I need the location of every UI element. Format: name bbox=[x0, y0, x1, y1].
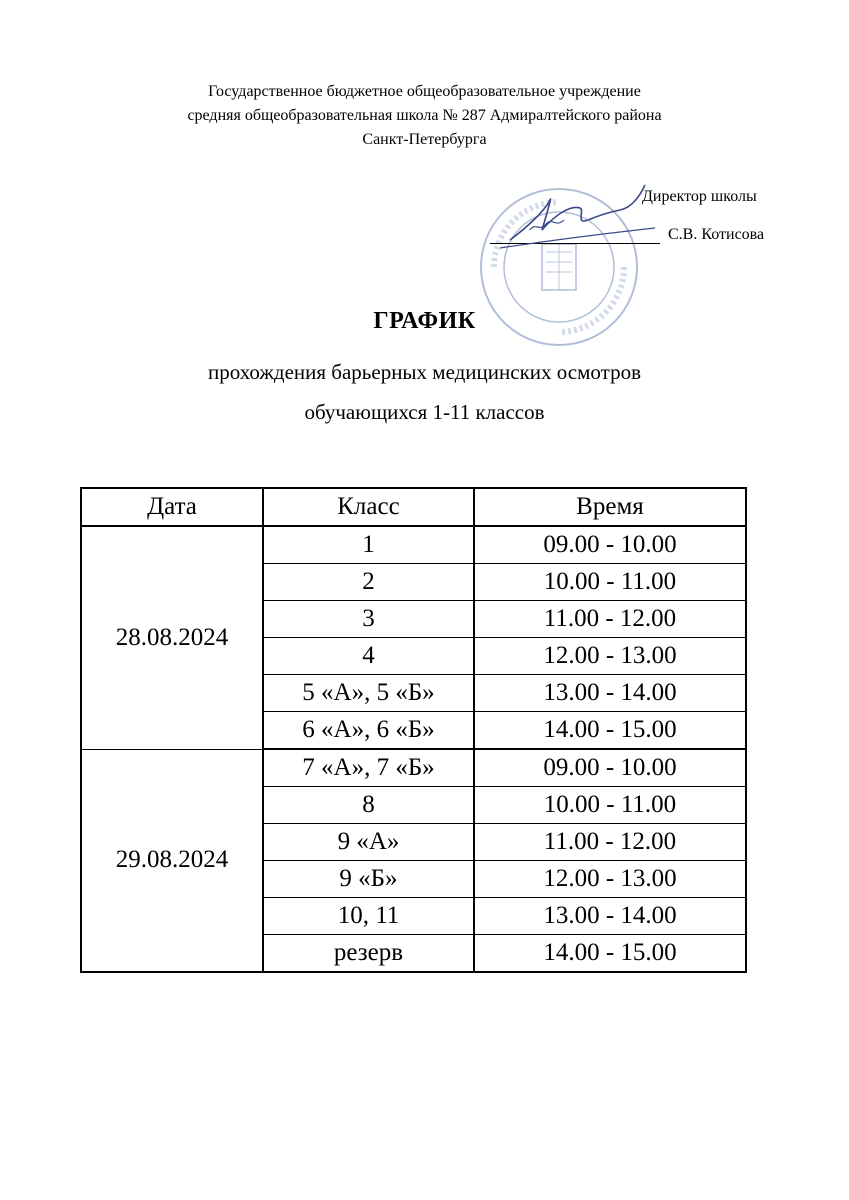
table-row bbox=[81, 749, 746, 787]
time-cell: 14.00 - 15.00 bbox=[474, 935, 746, 973]
document-title: ГРАФИК bbox=[373, 308, 476, 334]
time-cell: 10.00 - 11.00 bbox=[474, 564, 746, 601]
class-cell: 3 bbox=[263, 601, 474, 638]
date-cell: 28.08.2024 bbox=[81, 526, 263, 749]
table-row bbox=[81, 526, 746, 564]
class-cell: 6 «А», 6 «Б» bbox=[263, 712, 474, 750]
class-cell: 10, 11 bbox=[263, 898, 474, 935]
time-cell: 13.00 - 14.00 bbox=[474, 898, 746, 935]
director-signature-icon bbox=[470, 170, 670, 260]
approval-title: Директор школы bbox=[642, 188, 757, 205]
time-cell: 09.00 - 10.00 bbox=[474, 526, 746, 564]
class-cell: 9 «Б» bbox=[263, 861, 474, 898]
institution-line-1: Государственное бюджетное общеобразовательное учреждение bbox=[208, 83, 641, 100]
time-cell: 14.00 - 15.00 bbox=[474, 712, 746, 750]
time-cell: 09.00 - 10.00 bbox=[474, 749, 746, 787]
class-cell: резерв bbox=[263, 935, 474, 973]
document-subtitle-1: прохождения барьерных медицинских осмотров bbox=[208, 360, 641, 384]
time-cell: 11.00 - 12.00 bbox=[474, 824, 746, 861]
time-cell: 13.00 - 14.00 bbox=[474, 675, 746, 712]
header-class: Класс bbox=[263, 488, 474, 526]
header-time: Время bbox=[474, 488, 746, 526]
class-cell: 1 bbox=[263, 526, 474, 564]
class-cell: 4 bbox=[263, 638, 474, 675]
header-date: Дата bbox=[81, 488, 263, 526]
class-cell: 7 «А», 7 «Б» bbox=[263, 749, 474, 787]
class-cell: 5 «А», 5 «Б» bbox=[263, 675, 474, 712]
document-subtitle-2: обучающихся 1-11 классов bbox=[304, 400, 545, 424]
time-cell: 12.00 - 13.00 bbox=[474, 638, 746, 675]
time-cell: 10.00 - 11.00 bbox=[474, 787, 746, 824]
class-cell: 9 «А» bbox=[263, 824, 474, 861]
approval-block bbox=[470, 170, 830, 310]
institution-line-3: Санкт-Петербурга bbox=[362, 131, 487, 148]
time-cell: 11.00 - 12.00 bbox=[474, 601, 746, 638]
table-header-row bbox=[81, 488, 746, 526]
date-cell: 29.08.2024 bbox=[81, 749, 263, 972]
time-cell: 12.00 - 13.00 bbox=[474, 861, 746, 898]
class-cell: 2 bbox=[263, 564, 474, 601]
institution-header bbox=[0, 80, 849, 152]
institution-line-2: средняя общеобразовательная школа № 287 Адмиралтейского района bbox=[187, 107, 662, 124]
class-cell: 8 bbox=[263, 787, 474, 824]
director-name: С.В. Котисова bbox=[668, 226, 765, 243]
schedule-table bbox=[80, 487, 747, 973]
